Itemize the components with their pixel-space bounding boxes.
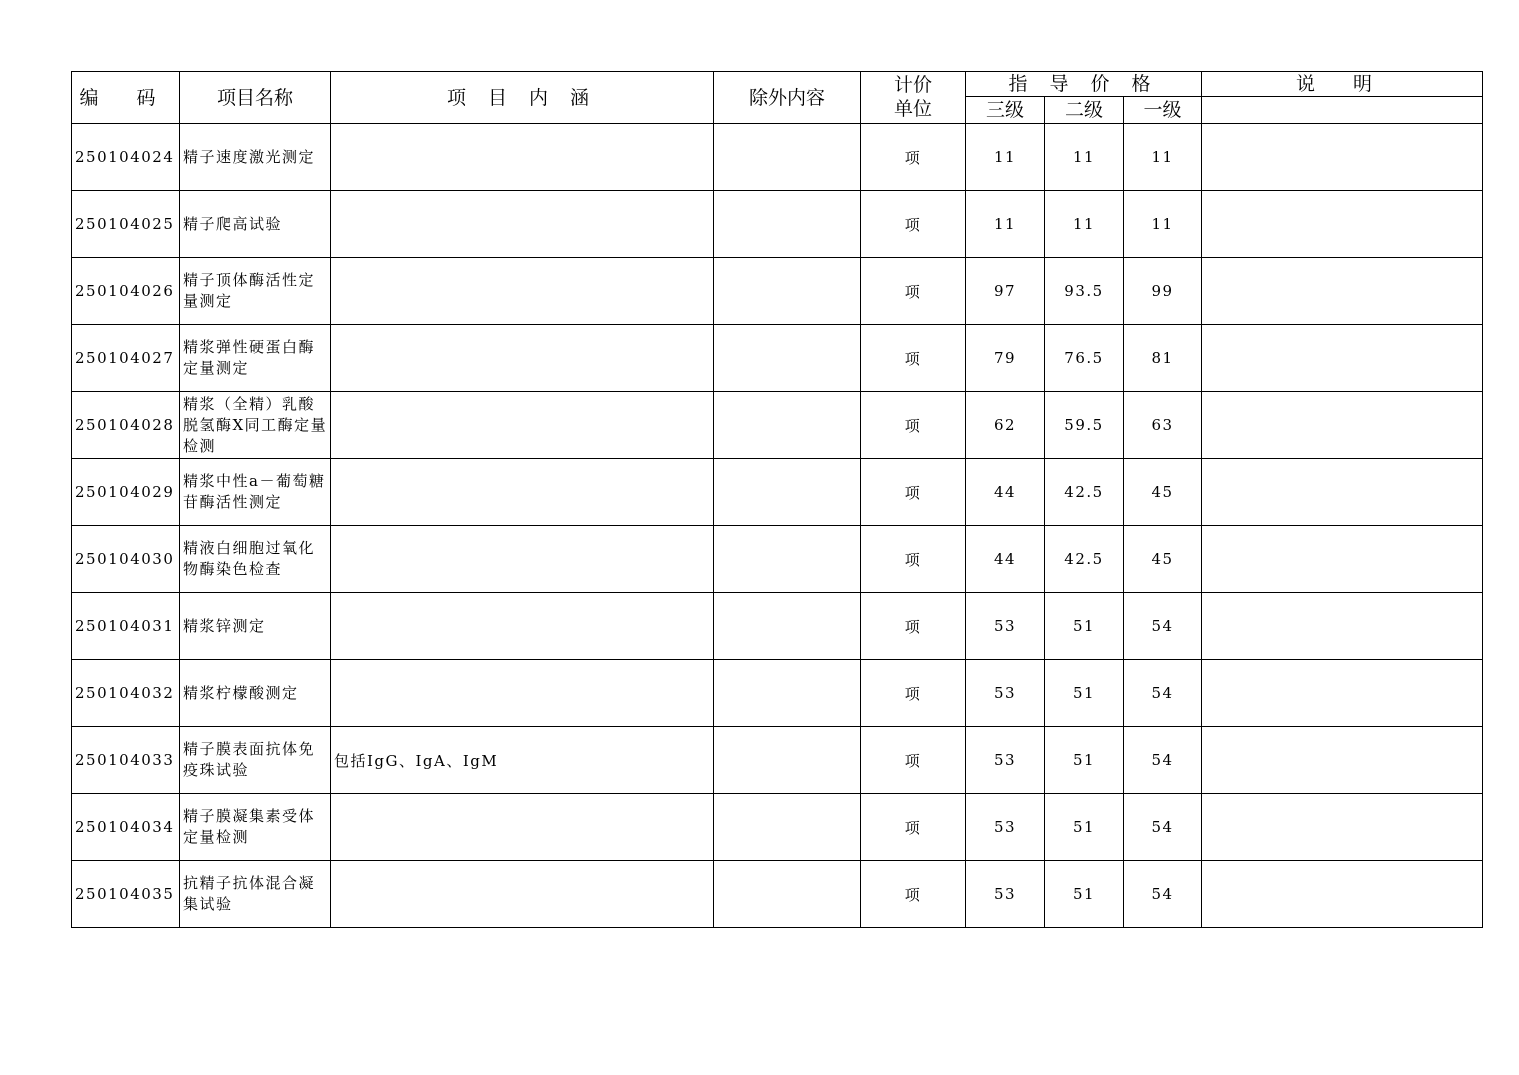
row-price-level1: 54 xyxy=(1124,593,1202,660)
row-price-level3: 53 xyxy=(966,861,1045,928)
row-note xyxy=(1202,392,1483,459)
row-unit: 项 xyxy=(861,325,966,392)
header-note-sub xyxy=(1202,97,1483,124)
header-level2: 二级 xyxy=(1045,97,1124,124)
header-code: 编 码 xyxy=(72,72,180,124)
row-price-level1: 45 xyxy=(1124,459,1202,526)
row-exclude xyxy=(714,124,861,191)
row-price-level3: 62 xyxy=(966,392,1045,459)
row-unit: 项 xyxy=(861,392,966,459)
row-price-level1: 11 xyxy=(1124,191,1202,258)
table-row xyxy=(72,191,1483,258)
header-level3: 三级 xyxy=(966,97,1045,124)
row-content: 包括IgG、IgA、IgM xyxy=(331,727,714,794)
row-note xyxy=(1202,593,1483,660)
row-price-level2: 11 xyxy=(1045,191,1124,258)
row-price-level1: 11 xyxy=(1124,124,1202,191)
row-exclude xyxy=(714,526,861,593)
row-price-level1: 54 xyxy=(1124,794,1202,861)
row-note xyxy=(1202,660,1483,727)
row-name: 抗精子抗体混合凝集试验 xyxy=(180,861,331,928)
row-content xyxy=(331,593,714,660)
header-exclude: 除外内容 xyxy=(714,72,861,124)
row-exclude xyxy=(714,459,861,526)
row-exclude xyxy=(714,861,861,928)
row-code: 250104029 xyxy=(72,459,180,526)
row-price-level3: 79 xyxy=(966,325,1045,392)
row-price-level3: 97 xyxy=(966,258,1045,325)
row-note xyxy=(1202,459,1483,526)
row-unit: 项 xyxy=(861,191,966,258)
row-price-level1: 54 xyxy=(1124,861,1202,928)
row-unit: 项 xyxy=(861,459,966,526)
header-price: 指 导 价 格 xyxy=(966,72,1202,97)
row-price-level3: 44 xyxy=(966,459,1045,526)
row-unit: 项 xyxy=(861,593,966,660)
row-price-level2: 51 xyxy=(1045,660,1124,727)
row-note xyxy=(1202,258,1483,325)
table-row xyxy=(72,392,1483,459)
row-price-level2: 51 xyxy=(1045,861,1124,928)
row-exclude xyxy=(714,727,861,794)
row-code: 250104026 xyxy=(72,258,180,325)
row-name: 精子顶体酶活性定量测定 xyxy=(180,258,331,325)
row-price-level2: 93.5 xyxy=(1045,258,1124,325)
header-level1: 一级 xyxy=(1124,97,1202,124)
row-exclude xyxy=(714,593,861,660)
table-row xyxy=(72,593,1483,660)
row-content xyxy=(331,191,714,258)
header-unit: 计价 单位 xyxy=(861,72,966,124)
table-row xyxy=(72,526,1483,593)
table-row xyxy=(72,861,1483,928)
row-price-level2: 59.5 xyxy=(1045,392,1124,459)
row-name: 精子膜凝集素受体定量检测 xyxy=(180,794,331,861)
header-note: 说 明 xyxy=(1202,72,1483,97)
row-name: 精子速度激光测定 xyxy=(180,124,331,191)
row-code: 250104031 xyxy=(72,593,180,660)
row-unit: 项 xyxy=(861,794,966,861)
row-code: 250104025 xyxy=(72,191,180,258)
row-content xyxy=(331,660,714,727)
row-unit: 项 xyxy=(861,727,966,794)
row-price-level1: 45 xyxy=(1124,526,1202,593)
row-price-level1: 54 xyxy=(1124,660,1202,727)
row-name: 精浆中性a－葡萄糖苷酶活性测定 xyxy=(180,459,331,526)
row-content xyxy=(331,861,714,928)
row-price-level1: 81 xyxy=(1124,325,1202,392)
row-code: 250104024 xyxy=(72,124,180,191)
table-row xyxy=(72,727,1483,794)
row-content xyxy=(331,325,714,392)
row-note xyxy=(1202,727,1483,794)
row-exclude xyxy=(714,794,861,861)
row-price-level3: 11 xyxy=(966,124,1045,191)
row-unit: 项 xyxy=(861,258,966,325)
row-note xyxy=(1202,325,1483,392)
row-content xyxy=(331,794,714,861)
table-body xyxy=(72,124,1483,928)
table-row xyxy=(72,325,1483,392)
row-exclude xyxy=(714,660,861,727)
table-row xyxy=(72,124,1483,191)
row-code: 250104028 xyxy=(72,392,180,459)
row-price-level3: 53 xyxy=(966,794,1045,861)
header-content: 项 目 内 涵 xyxy=(331,72,714,124)
row-unit: 项 xyxy=(861,124,966,191)
row-name: 精浆锌测定 xyxy=(180,593,331,660)
row-note xyxy=(1202,861,1483,928)
table-row xyxy=(72,459,1483,526)
row-price-level1: 99 xyxy=(1124,258,1202,325)
table-header xyxy=(72,72,1483,124)
row-price-level3: 53 xyxy=(966,727,1045,794)
row-price-level3: 53 xyxy=(966,593,1045,660)
table-row xyxy=(72,660,1483,727)
row-note xyxy=(1202,526,1483,593)
row-price-level2: 42.5 xyxy=(1045,459,1124,526)
row-name: 精子爬高试验 xyxy=(180,191,331,258)
row-content xyxy=(331,526,714,593)
row-price-level3: 44 xyxy=(966,526,1045,593)
row-exclude xyxy=(714,325,861,392)
row-unit: 项 xyxy=(861,526,966,593)
row-price-level1: 54 xyxy=(1124,727,1202,794)
table-row xyxy=(72,258,1483,325)
row-price-level3: 53 xyxy=(966,660,1045,727)
table-row xyxy=(72,794,1483,861)
row-price-level2: 11 xyxy=(1045,124,1124,191)
row-price-level2: 42.5 xyxy=(1045,526,1124,593)
row-name: 精浆弹性硬蛋白酶定量测定 xyxy=(180,325,331,392)
row-code: 250104030 xyxy=(72,526,180,593)
row-name: 精液白细胞过氧化物酶染色检查 xyxy=(180,526,331,593)
row-note xyxy=(1202,794,1483,861)
row-exclude xyxy=(714,392,861,459)
row-code: 250104027 xyxy=(72,325,180,392)
row-content xyxy=(331,124,714,191)
row-price-level2: 51 xyxy=(1045,794,1124,861)
row-price-level2: 76.5 xyxy=(1045,325,1124,392)
row-price-level1: 63 xyxy=(1124,392,1202,459)
row-note xyxy=(1202,191,1483,258)
row-unit: 项 xyxy=(861,660,966,727)
header-name: 项目名称 xyxy=(180,72,331,124)
row-note xyxy=(1202,124,1483,191)
row-price-level2: 51 xyxy=(1045,593,1124,660)
row-code: 250104035 xyxy=(72,861,180,928)
row-exclude xyxy=(714,258,861,325)
price-table xyxy=(71,71,1483,928)
row-exclude xyxy=(714,191,861,258)
row-unit: 项 xyxy=(861,861,966,928)
row-price-level2: 51 xyxy=(1045,727,1124,794)
row-content xyxy=(331,459,714,526)
row-name: 精浆柠檬酸测定 xyxy=(180,660,331,727)
row-code: 250104033 xyxy=(72,727,180,794)
row-price-level3: 11 xyxy=(966,191,1045,258)
row-name: 精子膜表面抗体免疫珠试验 xyxy=(180,727,331,794)
row-code: 250104032 xyxy=(72,660,180,727)
row-content xyxy=(331,258,714,325)
row-code: 250104034 xyxy=(72,794,180,861)
row-name: 精浆（全精）乳酸脱氢酶X同工酶定量检测 xyxy=(180,392,331,459)
row-content xyxy=(331,392,714,459)
